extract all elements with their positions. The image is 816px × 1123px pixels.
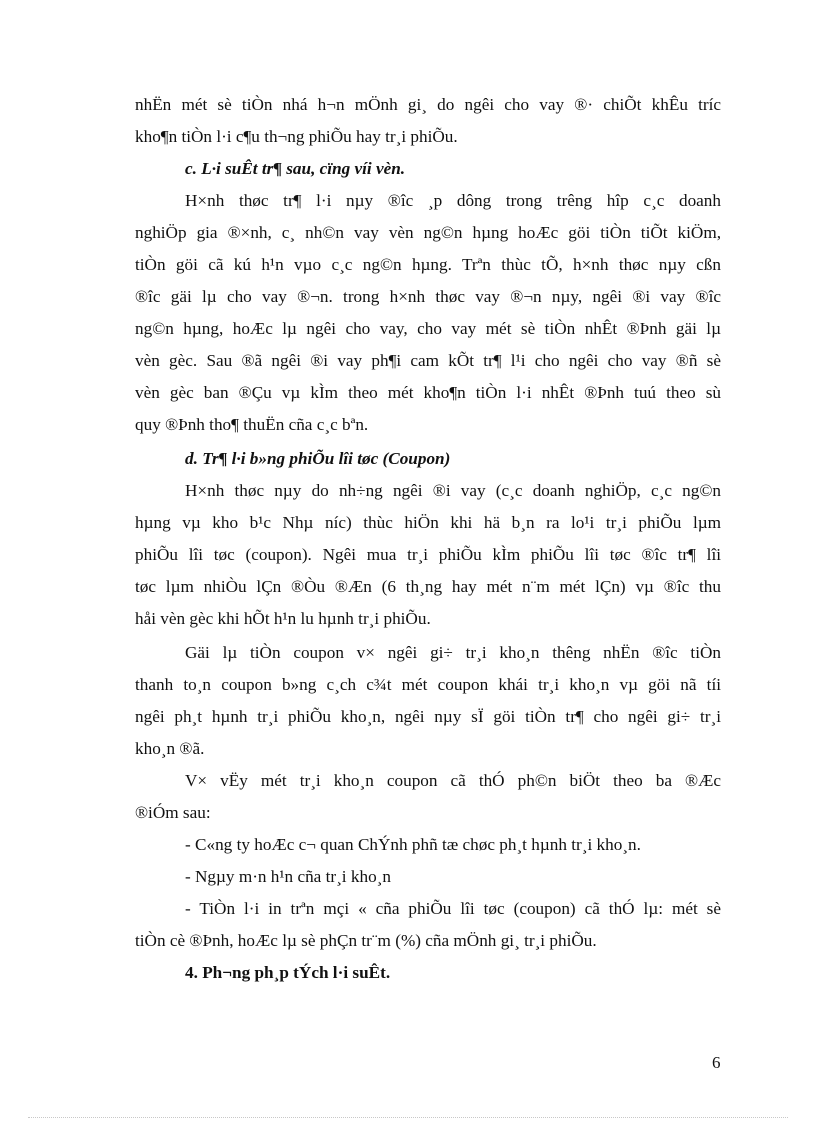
paragraph-line: quy ®Þnh tho¶ thuËn cña c¸c bªn. — [135, 415, 369, 434]
paragraph-line: ng©n hµng, hoÆc lµ ngêi cho vay, cho vay mét sè tiÒn nhÊt ®Þnh gäi lµ — [135, 319, 721, 338]
paragraph-line: kho¶n tiÒn l·i c¶u th¬ng phiÕu hay tr¸i phiÕu. — [135, 127, 458, 146]
paragraph-line: hµng vµ kho b¹c Nhµ níc) thùc hiÖn khi hä b¸n ra lo¹i tr¸i phiÕu lµm — [135, 513, 721, 532]
paragraph-line: phiÕu lîi tøc (coupon). Ngêi mua tr¸i phiÕu kÌm phiÕu lîi tøc ®îc tr¶ lîi — [135, 545, 721, 564]
list-item: - C«ng ty hoÆc c¬ quan ChÝnh phñ tæ chøc ph¸t hµnh tr¸i kho¸n. — [185, 835, 641, 854]
paragraph-line: V× vËy mét tr¸i kho¸n coupon cã thÓ ph©n biÖt theo ba ®Æc — [185, 771, 721, 790]
paragraph-line: ®îc gäi lµ cho vay ®¬n. trong h×nh thøc vay ®¬n nµy, ngêi ®i vay ®îc — [135, 287, 721, 306]
paragraph-line: H×nh thøc nµy do nh÷ng ngêi ®i vay (c¸c doanh nghiÖp, c¸c ng©n — [185, 481, 721, 500]
paragraph-line: H×nh thøc tr¶ l·i nµy ®îc ¸p dông trong trêng hîp c¸c doanh — [185, 191, 721, 210]
paragraph-line: thanh to¸n coupon b»ng c¸ch c¾t mét coupon khái tr¸i kho¸n vµ göi nã tíi — [135, 675, 721, 694]
section-heading-4: 4. Ph¬ng ph¸p tÝch l·i suÊt. — [185, 963, 391, 982]
paragraph-line: håi vèn gèc khi hÕt h¹n lu hµnh tr¸i phiÕu. — [135, 609, 431, 628]
paragraph-line: tiÒn cè ®Þnh, hoÆc lµ sè phÇn tr¨m (%) cña mÖnh gi¸ tr¸i phiÕu. — [135, 931, 597, 950]
paragraph-line: tøc lµm nhiÒu lÇn ®Òu ®Æn (6 th¸ng hay mét n¨m mét lÇn) vµ ®îc thu — [135, 577, 721, 596]
paragraph-line: ngêi ph¸t hµnh tr¸i phiÕu kho¸n, ngêi nµy sÏ göi tiÒn tr¶ cho ngêi gi÷ tr¸i — [135, 707, 721, 726]
page-number: 6 — [712, 1053, 721, 1072]
paragraph-line: ®iÓm sau: — [135, 803, 211, 822]
paragraph-line: vèn gèc. Sau ®ã ngêi ®i vay ph¶i cam kÕt tr¶ l¹i cho ngêi cho vay ®ñ sè — [135, 351, 721, 370]
paragraph-line: kho¸n ®ã. — [135, 739, 205, 758]
list-item: - Ngµy m·n h¹n cña tr¸i kho¸n — [185, 867, 391, 886]
section-heading-d: d. Tr¶ l·i b»ng phiÕu lîi tøc (Coupon) — [185, 449, 451, 468]
paragraph-line: vèn gèc ban ®Çu vµ kÌm theo mét kho¶n tiÒn l·i nhÊt ®Þnh tuú theo sù — [135, 383, 721, 402]
section-heading-c: c. L·i suÊt tr¶ sau, cïng víi vèn. — [185, 159, 406, 178]
list-item: - TiÒn l·i in trªn mçi « cña phiÕu lîi tøc (coupon) cã thÓ lµ: mét sè — [185, 899, 721, 918]
paragraph-line: tiÒn göi cã kú h¹n vµo c¸c ng©n hµng. Trªn thùc tÕ, h×nh thøc nµy cßn — [135, 255, 721, 274]
paragraph-line: Gäi lµ tiÒn coupon v× ngêi gi÷ tr¸i kho¸n thêng nhËn ®îc tiÒn — [185, 643, 721, 662]
page-bottom-divider — [28, 1117, 788, 1118]
paragraph-line: nghiÖp gia ®×nh, c¸ nh©n vay vèn ng©n hµng hoÆc göi tiÒn tiÕt kiÖm, — [135, 223, 721, 242]
paragraph-line: nhËn mét sè tiÒn nhá h¬n mÖnh gi¸ do ngêi cho vay ®· chiÕt khÊu tríc — [135, 95, 721, 114]
